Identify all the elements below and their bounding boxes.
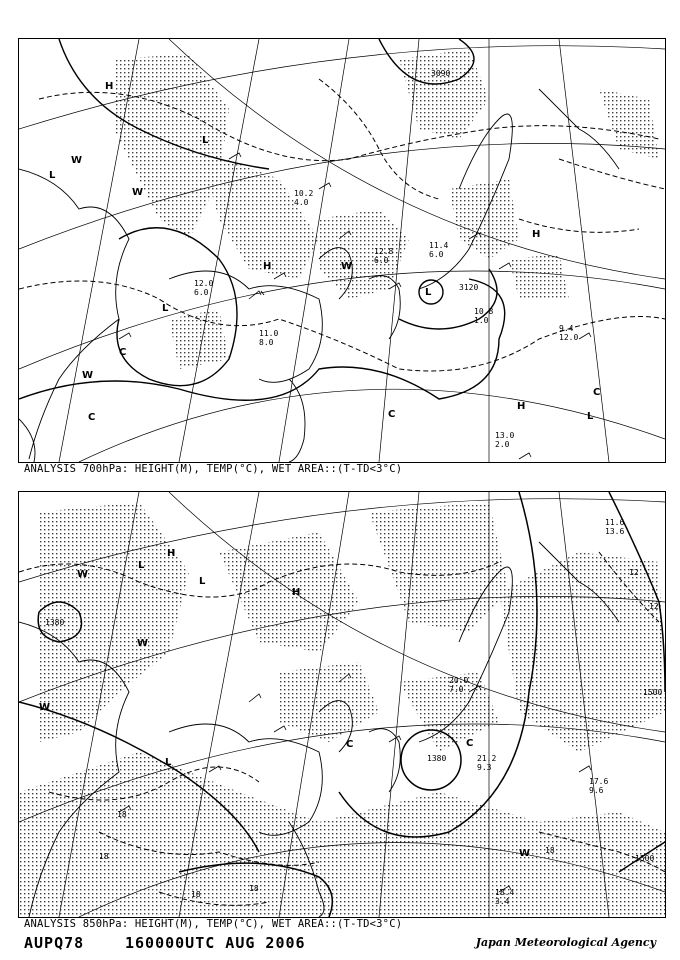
pressure-center: W [519, 848, 531, 859]
map-panel-850hpa [18, 491, 666, 918]
map-panel-700hpa [18, 38, 666, 463]
contour-label: 3090 [431, 69, 451, 78]
agency-credit: Japan Meteorological Agency [475, 936, 656, 949]
pressure-center: L [587, 411, 594, 422]
pressure-center: C [346, 739, 354, 750]
station-dewpoint: 12.0 [559, 333, 579, 342]
station-temp: 12.0 [194, 279, 214, 288]
pressure-center: H [167, 548, 176, 559]
pressure-center: H [292, 587, 301, 598]
station-temp: 13.0 [495, 431, 515, 440]
pressure-center: W [82, 370, 94, 381]
station-dewpoint: 4.0 [294, 198, 309, 207]
valid-time: 160000UTC AUG 2006 [125, 934, 306, 952]
isotherm-label: 18 [117, 810, 127, 819]
station-dewpoint: 6.0 [374, 256, 389, 265]
pressure-center: L [49, 170, 56, 181]
station-temp: 10.8 [474, 307, 494, 316]
station-dewpoint: 8.0 [259, 338, 274, 347]
station-temp: 17.6 [589, 777, 609, 786]
isotherm-label: 18 [545, 846, 555, 855]
station-temp: 9.4 [559, 324, 574, 333]
contour-label: 1380 [427, 754, 447, 763]
pressure-center: H [532, 229, 541, 240]
pressure-center: W [39, 702, 51, 713]
map-850-graphic [19, 492, 665, 917]
station-dewpoint: 6.0 [194, 288, 209, 297]
station-temp: 12.8 [374, 247, 394, 256]
isotherm-label: 12 [649, 602, 659, 611]
wet-area [19, 502, 665, 917]
contour-label: 3120 [459, 283, 479, 292]
station-dewpoint: 13.6 [605, 527, 625, 536]
station-temp: 10.2 [294, 189, 314, 198]
station-temp: 11.0 [259, 329, 279, 338]
station-temp: 11.6 [605, 518, 625, 527]
wet-area [114, 49, 659, 369]
chart-id: AUPQ78 [24, 934, 85, 952]
pressure-center: W [132, 187, 144, 198]
contour-label: 1500 [635, 854, 655, 863]
isotherm-label: 18 [99, 852, 109, 861]
pressure-center: H [105, 81, 114, 92]
station-dewpoint: 9.6 [589, 786, 604, 795]
station-dewpoint: 9.3 [477, 763, 492, 772]
station-temp: 18.4 [495, 888, 515, 897]
pressure-center: C [388, 409, 396, 420]
pressure-center: L [199, 576, 206, 587]
pressure-center: H [263, 261, 272, 272]
isotherm-label: 18 [249, 884, 259, 893]
pressure-center: W [77, 569, 89, 580]
pressure-center: L [425, 287, 432, 298]
station-temp: 20.0 [449, 676, 469, 685]
panel-caption-850hpa: ANALYSIS 850hPa: HEIGHT(M), TEMP(°C), WET AREA::(T-TD<3°C) [24, 918, 403, 930]
station-dewpoint: 7.0 [449, 685, 464, 694]
pressure-center: L [202, 135, 209, 146]
isotherm-label: 18 [191, 890, 201, 899]
pressure-center: L [162, 303, 169, 314]
pressure-center: W [137, 638, 149, 649]
station-dewpoint: 1.0 [474, 316, 489, 325]
pressure-center: H [517, 401, 526, 412]
pressure-center: C [593, 387, 601, 398]
pressure-center: C [88, 412, 96, 423]
map-700-graphic [19, 39, 665, 462]
station-temp: 21.2 [477, 754, 497, 763]
station-dewpoint: 2.0 [495, 440, 510, 449]
pressure-center: W [341, 261, 353, 272]
panel-caption-700hpa: ANALYSIS 700hPa: HEIGHT(M), TEMP(°C), WET AREA::(T-TD<3°C) [24, 463, 403, 475]
pressure-center: C [466, 738, 474, 749]
station-dewpoint: 3.4 [495, 897, 510, 906]
contour-label: 1500 [643, 688, 663, 697]
station-temp: 11.4 [429, 241, 449, 250]
pressure-center: L [165, 757, 172, 768]
isotherm-label: 12 [629, 568, 639, 577]
contour-label: 1380 [45, 618, 65, 627]
pressure-center: C [119, 347, 127, 358]
station-dewpoint: 6.0 [429, 250, 444, 259]
pressure-center: L [138, 560, 145, 571]
pressure-center: W [71, 155, 83, 166]
